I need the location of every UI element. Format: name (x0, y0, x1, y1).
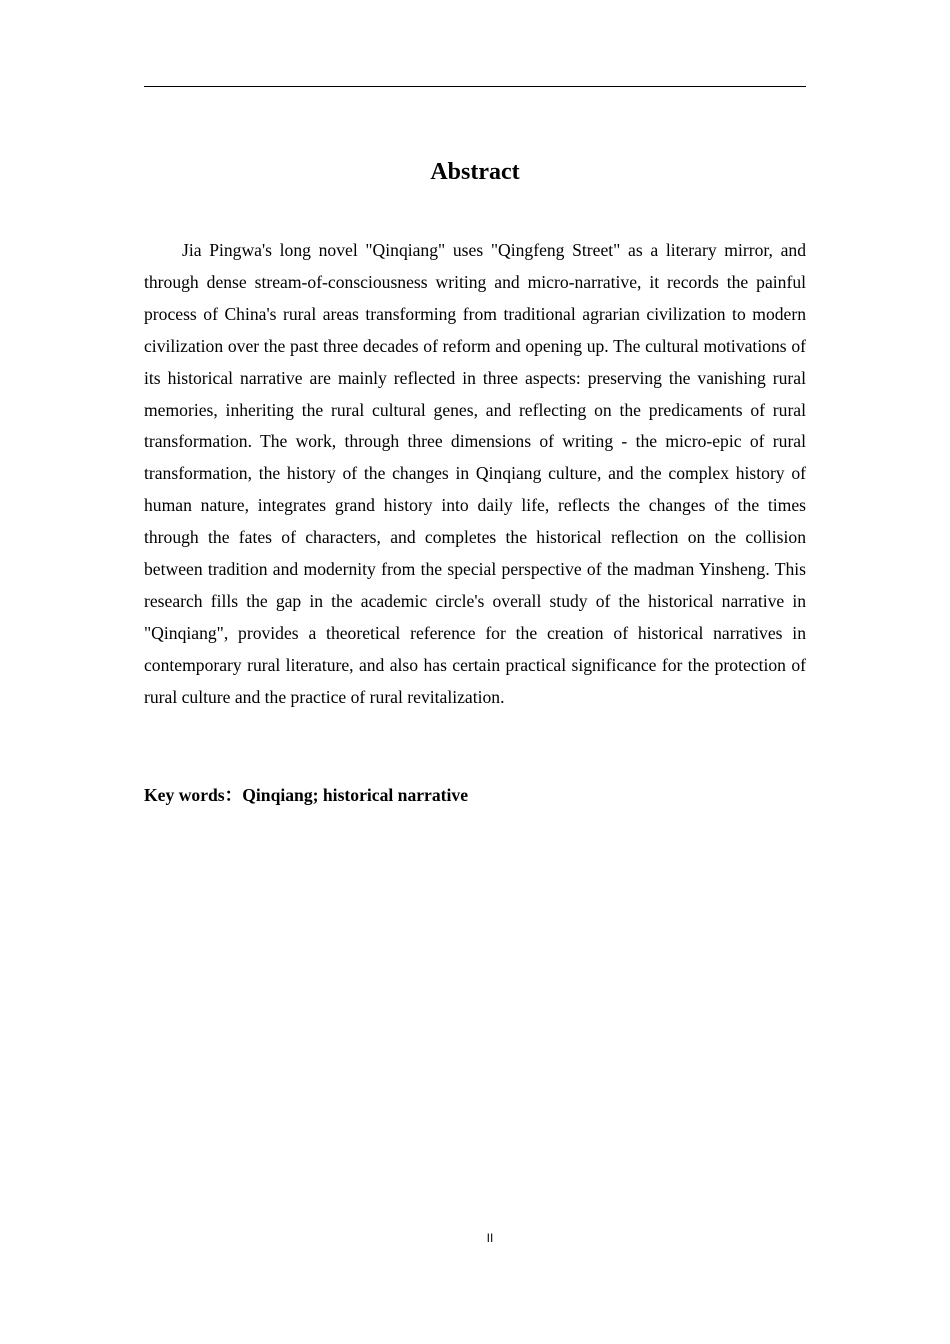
keywords-label: Key words： (144, 785, 243, 805)
page-title: Abstract (430, 159, 520, 185)
header-rule (144, 86, 806, 87)
page-number: II (486, 1231, 494, 1245)
abstract-paragraph: Jia Pingwa's long novel "Qinqiang" uses "Qingfeng Street" as a literary mirror, and through dense stream-of-consciousness writing and micro-narrative, it records the painful process of China's rural areas transforming from traditional agrarian civilization to modern civilization over the past three decades of reform and opening up. The cultural motivations of its historical narrative are mainly reflected in three aspects: preserving the vanishing rural memories, inheriting the rural cultural genes, and reflecting on the predicaments of rural transformation. The work, through three dimensions of writing - the micro-epic of rural transformation, the history of the changes in Qinqiang culture, and the complex history of human nature, integrates grand history into daily life, reflects the changes of the times through the fates of characters, and completes the historical reflection on the collision between tradition and modernity from the special perspective of the madman Yinsheng. This research fills the gap in the academic circle's overall study of the historical narrative in "Qinqiang", provides a theoretical reference for the creation of historical narratives in contemporary rural literature, and also has certain practical significance for the protection of rural culture and the practice of rural revitalization. (144, 240, 806, 707)
keywords-line (144, 780, 806, 810)
keywords-value: Qinqiang; historical narrative (242, 785, 469, 805)
